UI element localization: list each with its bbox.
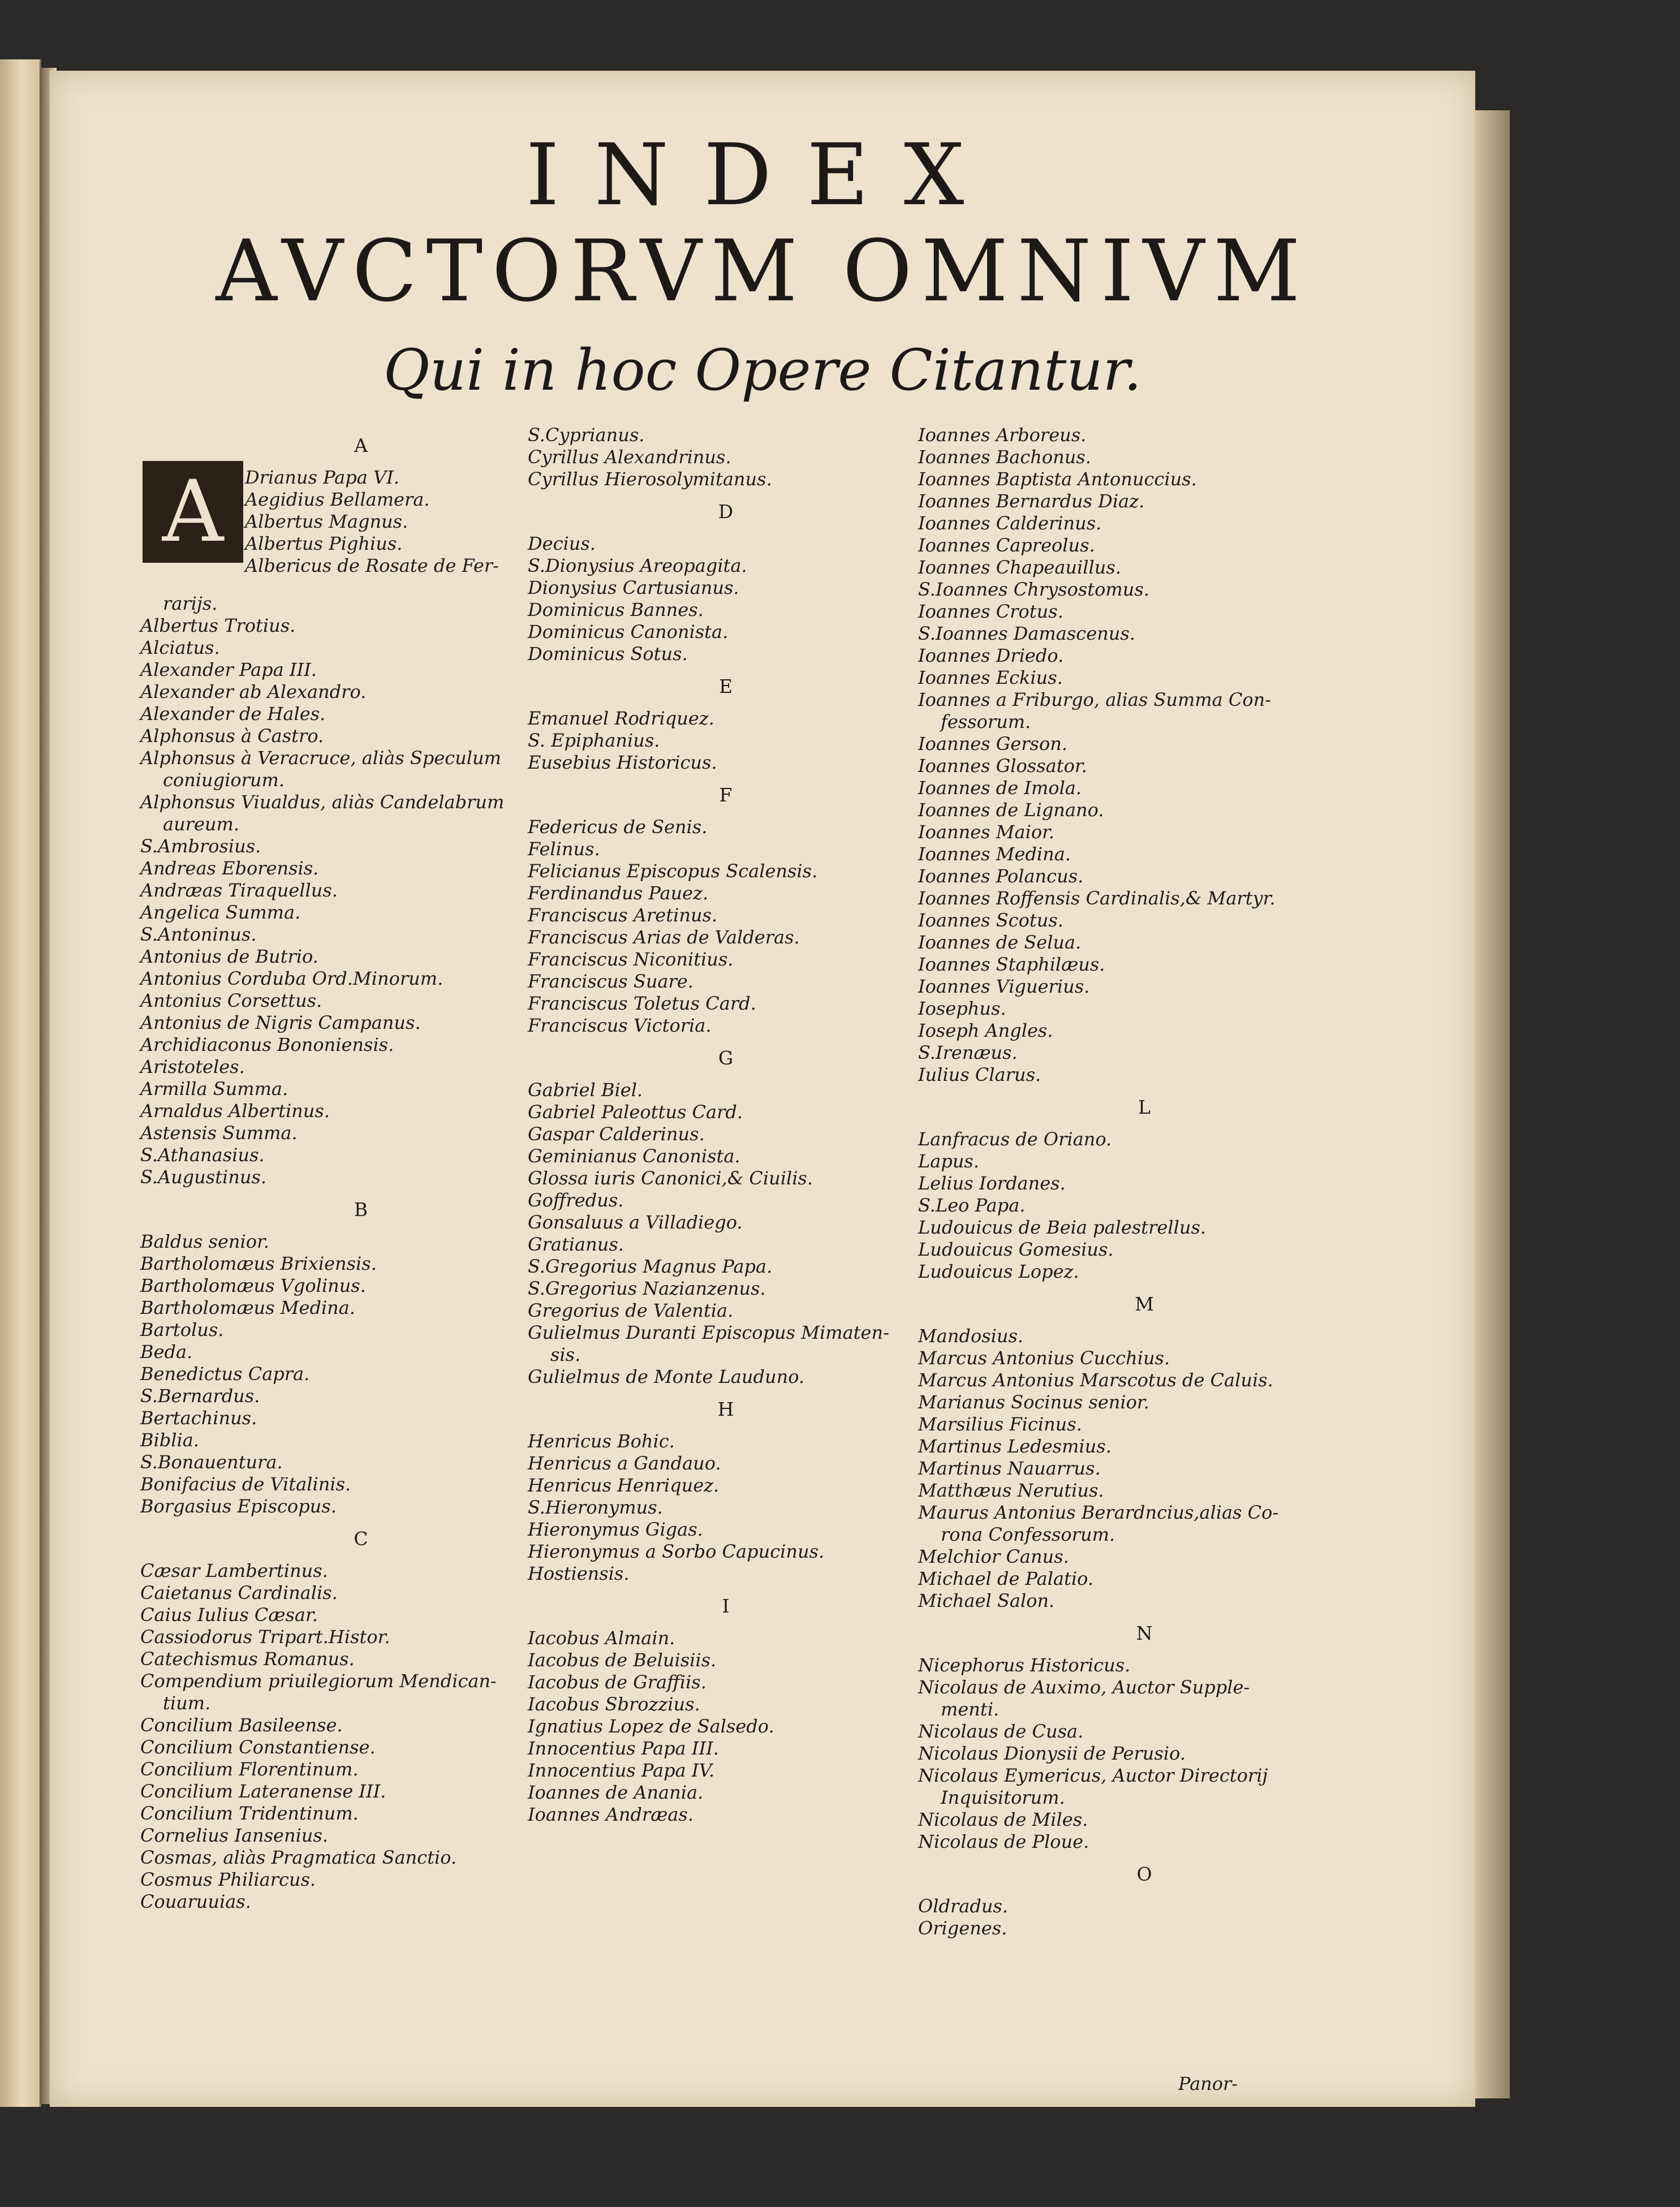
index-entry: Federicus de Senis. <box>528 816 708 838</box>
index-entry: Ioannes de Imola. <box>918 777 1082 799</box>
index-entry: Albertus Pighius. <box>245 533 403 554</box>
index-entry: Iosephus. <box>918 998 1006 1019</box>
index-entry-continuation: rona Confessorum. <box>941 1524 1115 1545</box>
index-entry: Benedictus Capra. <box>140 1363 310 1385</box>
index-entry-continuation: Inquisitorum. <box>941 1787 1065 1808</box>
index-entry: Cyrillus Hierosolymitanus. <box>528 468 772 490</box>
index-entry: Compendium priuilegiorum Mendican- <box>140 1670 497 1692</box>
index-entry: Ioannes de Anania. <box>528 1782 704 1803</box>
index-entry: Bertachinus. <box>140 1407 257 1429</box>
index-entry: Dominicus Canonista. <box>528 621 729 643</box>
index-column-1 <box>140 424 581 1913</box>
index-entry: Hieronymus Gigas. <box>528 1519 703 1540</box>
index-entry: Origenes. <box>918 1917 1007 1939</box>
index-entry: Felicianus Episcopus Scalensis. <box>528 860 818 882</box>
index-entry: Marcus Antonius Cucchius. <box>918 1347 1170 1369</box>
index-entry: S.Ambrosius. <box>140 835 261 857</box>
index-entry: S.Bernardus. <box>140 1385 260 1407</box>
index-entry: Decius. <box>528 533 596 554</box>
index-entry: Antonius de Nigris Campanus. <box>140 1012 421 1033</box>
index-entry: Nicolaus de Auximo, Auctor Supple- <box>918 1676 1250 1698</box>
index-entry: Ioannes de Selua. <box>918 932 1082 953</box>
index-entry: Alexander de Hales. <box>140 703 326 725</box>
section-letter: E <box>718 675 733 697</box>
index-entry: Franciscus Niconitius. <box>528 949 734 970</box>
index-entry: Ioannes Chapeauillus. <box>918 557 1121 578</box>
index-entry: Innocentius Papa III. <box>528 1738 719 1759</box>
spacer <box>140 577 581 593</box>
index-entry: Gratianus. <box>528 1234 624 1255</box>
index-entry: Franciscus Victoria. <box>528 1015 712 1036</box>
index-entry: Ioannes Eckius. <box>918 667 1063 688</box>
index-entry-continuation: sis. <box>550 1344 581 1365</box>
index-entry: Astensis Summa. <box>140 1122 298 1144</box>
subtitle: Qui in hoc Opere Citantur. <box>383 337 1142 403</box>
index-entry: S.Antoninus. <box>140 924 257 945</box>
index-entry: Emanuel Rodriquez. <box>528 708 714 729</box>
catchword: Panor- <box>1178 2073 1238 2094</box>
index-entry: S.Ioannes Chrysostomus. <box>918 579 1149 600</box>
index-entry: Iacobus de Graffiis. <box>528 1671 707 1693</box>
section-letter: B <box>354 1199 368 1221</box>
index-entry: S.Bonauentura. <box>140 1451 283 1473</box>
index-entry: Ioannes Maior. <box>918 821 1055 843</box>
index-entry: Gonsaluus a Villadiego. <box>528 1212 743 1233</box>
index-entry: Alphonsus Viualdus, aliàs Candelabrum <box>140 791 505 813</box>
index-entry: Cornelius Iansenius. <box>140 1825 328 1846</box>
index-entry: Bartholomæus Vgolinus. <box>140 1275 366 1296</box>
index-entry: Henricus a Gandauo. <box>528 1452 721 1474</box>
section-letter: O <box>1136 1863 1152 1885</box>
index-entry: Gabriel Paleottus Card. <box>528 1101 743 1123</box>
index-entry: Caietanus Cardinalis. <box>140 1582 338 1603</box>
index-entry: Concilium Constantiense. <box>140 1736 376 1758</box>
index-entry: Ioannes Gerson. <box>918 733 1067 755</box>
index-entry: Antonius Corsettus. <box>140 990 322 1011</box>
index-entry: Maurus Antonius Berardncius,alias Co- <box>918 1502 1279 1523</box>
index-entry: Lapus. <box>918 1150 980 1172</box>
index-entry: Ioannes Calderinus. <box>918 512 1102 534</box>
index-entry: Melchior Canus. <box>918 1546 1069 1567</box>
index-entry: Mandosius. <box>918 1325 1024 1347</box>
index-entry: Caius Iulius Cæsar. <box>140 1604 318 1626</box>
index-entry: Couaruuias. <box>140 1891 251 1912</box>
index-entry: Ioannes Medina. <box>918 843 1071 865</box>
index-entry: Alexander Papa III. <box>140 659 317 680</box>
index-entry: Hieronymus a Sorbo Capucinus. <box>528 1541 825 1562</box>
section-letter: L <box>1138 1096 1151 1118</box>
index-column-2 <box>528 424 924 1826</box>
index-entry: Hostiensis. <box>528 1563 630 1584</box>
index-entry: Ioannes Staphilæus. <box>918 954 1105 975</box>
index-entry: Gaspar Calderinus. <box>528 1123 705 1145</box>
index-entry: S.Irenæus. <box>918 1042 1018 1063</box>
index-entry: Ignatius Lopez de Salsedo. <box>528 1715 774 1737</box>
index-entry: Ioannes Driedo. <box>918 645 1064 666</box>
index-entry: Nicolaus de Ploue. <box>918 1831 1089 1852</box>
index-entry: Franciscus Suare. <box>528 971 693 992</box>
index-entry: Nicolaus de Cusa. <box>918 1721 1084 1742</box>
index-entry: Angelica Summa. <box>140 902 301 923</box>
index-entry: Ioannes Bachonus. <box>918 446 1091 468</box>
index-entry: Franciscus Arias de Valderas. <box>528 926 800 948</box>
index-entry: Dionysius Cartusianus. <box>528 577 739 598</box>
index-entry: Drianus Papa VI. <box>245 467 399 488</box>
index-entry: Bartolus. <box>140 1319 224 1340</box>
index-entry: Alexander ab Alexandro. <box>140 681 367 702</box>
section-letter: G <box>718 1047 734 1069</box>
index-entry: Cassiodorus Tripart.Histor. <box>140 1626 390 1648</box>
index-entry: Bartholomæus Brixiensis. <box>140 1253 377 1274</box>
index-entry: Henricus Henriquez. <box>528 1475 720 1496</box>
index-entry: Andreas Eborensis. <box>140 857 319 879</box>
index-entry: Marianus Socinus senior. <box>918 1391 1149 1413</box>
index-entry: Cyrillus Alexandrinus. <box>528 446 731 468</box>
title-index: INDEX <box>525 126 1000 225</box>
index-entry: Albericus de Rosate de Fer- <box>245 555 499 576</box>
index-entry: Marcus Antonius Marscotus de Caluis. <box>918 1369 1273 1391</box>
index-entry: Borgasius Episcopus. <box>140 1495 337 1517</box>
index-entry: Ioseph Angles. <box>918 1020 1053 1041</box>
index-entry: Nicolaus Dionysii de Perusio. <box>918 1743 1186 1764</box>
section-letter: D <box>718 501 734 523</box>
index-entry: S.Gregorius Nazianzenus. <box>528 1278 766 1299</box>
index-entry: Franciscus Aretinus. <box>528 904 718 926</box>
index-entry: Antonius de Butrio. <box>140 946 318 967</box>
section-letter: M <box>1135 1293 1154 1315</box>
index-entry: Nicephorus Historicus. <box>918 1654 1131 1676</box>
index-entry: Ioannes Polancus. <box>918 865 1084 887</box>
index-entry-continuation: fessorum. <box>941 711 1031 732</box>
index-entry: Innocentius Papa IV. <box>528 1760 715 1781</box>
index-entry: Lelius Iordanes. <box>918 1173 1066 1194</box>
index-entry: Henricus Bohic. <box>528 1430 675 1452</box>
index-entry: S.Gregorius Magnus Papa. <box>528 1256 773 1277</box>
index-entry: Concilium Basileense. <box>140 1714 343 1736</box>
index-entry: Ioannes de Lignano. <box>918 799 1104 821</box>
index-entry: Biblia. <box>140 1429 199 1451</box>
index-entry: Ioannes Bernardus Diaz. <box>918 490 1145 512</box>
index-entry: Ioannes Viguerius. <box>918 976 1090 997</box>
index-entry: Andræas Tiraquellus. <box>140 880 338 901</box>
index-entry: Ioannes a Friburgo, alias Summa Con- <box>918 689 1272 710</box>
index-entry: Ferdinandus Pauez. <box>528 882 709 904</box>
index-entry: Ioannes Scotus. <box>918 909 1063 931</box>
index-entry: Armilla Summa. <box>140 1078 288 1100</box>
index-entry: Beda. <box>140 1341 193 1363</box>
index-entry: Antonius Corduba Ord.Minorum. <box>140 968 443 989</box>
index-entry: Aegidius Bellamera. <box>245 489 430 510</box>
index-entry: Felinus. <box>528 838 600 860</box>
index-entry: Arnaldus Albertinus. <box>140 1100 330 1122</box>
index-entry: Michael de Palatio. <box>918 1568 1093 1589</box>
index-entry: Ioannes Crotus. <box>918 601 1063 622</box>
index-entry: Alphonsus à Castro. <box>140 725 324 747</box>
index-entry: Michael Salon. <box>918 1590 1055 1611</box>
index-entry: Glossa iuris Canonici,& Ciuilis. <box>528 1167 813 1189</box>
index-entry: Marsilius Ficinus. <box>918 1413 1082 1435</box>
index-entry: Gulielmus de Monte Lauduno. <box>528 1366 805 1387</box>
index-entry: Alciatus. <box>140 637 220 658</box>
index-entry: S.Athanasius. <box>140 1144 265 1166</box>
index-entry: Cæsar Lambertinus. <box>140 1560 328 1581</box>
index-entry: Bonifacius de Vitalinis. <box>140 1473 351 1495</box>
section-letter: N <box>1136 1622 1153 1644</box>
index-entry: S.Leo Papa. <box>918 1195 1026 1216</box>
section-letter: C <box>354 1528 368 1550</box>
decorated-initial: A <box>143 461 243 563</box>
index-entry: Cosmus Philiarcus. <box>140 1869 316 1890</box>
index-entry: Catechismus Romanus. <box>140 1648 355 1670</box>
index-entry: Alphonsus à Veracruce, aliàs Speculum <box>140 747 501 769</box>
index-entry: Nicolaus de Miles. <box>918 1809 1088 1830</box>
index-entry: Concilium Tridentinum. <box>140 1803 359 1824</box>
index-entry: Gulielmus Duranti Episcopus Mimaten- <box>528 1322 889 1343</box>
index-entry: Ioannes Andræas. <box>528 1804 693 1825</box>
index-entry: S.Cyprianus. <box>528 424 645 446</box>
index-entry: Iulius Clarus. <box>918 1064 1041 1085</box>
index-entry: Goffredus. <box>528 1189 624 1211</box>
index-entry: Gabriel Biel. <box>528 1079 643 1101</box>
index-entry-continuation: aureum. <box>163 813 240 835</box>
index-entry: Dominicus Sotus. <box>528 643 688 665</box>
section-letter: H <box>717 1398 734 1420</box>
index-entry: Ioannes Baptista Antonuccius. <box>918 468 1197 490</box>
index-entry: Ludouicus Lopez. <box>918 1261 1079 1282</box>
index-entry: Dominicus Bannes. <box>528 599 704 620</box>
section-letter: F <box>719 784 733 806</box>
index-entry: Ludouicus Gomesius. <box>918 1239 1114 1260</box>
index-entry: Ioannes Roffensis Cardinalis,& Martyr. <box>918 887 1276 909</box>
index-entry: Eusebius Historicus. <box>528 752 717 773</box>
index-entry-continuation: tium. <box>163 1692 211 1714</box>
index-entry: Gregorius de Valentia. <box>528 1300 734 1321</box>
index-column-3 <box>918 424 1371 1939</box>
index-page <box>50 71 1475 2107</box>
index-entry: Concilium Florentinum. <box>140 1758 359 1780</box>
index-entry: S.Hieronymus. <box>528 1497 663 1518</box>
index-entry: Martinus Ledesmius. <box>918 1436 1112 1457</box>
index-entry: Bartholomæus Medina. <box>140 1297 356 1318</box>
index-entry: S.Ioannes Damascenus. <box>918 623 1135 644</box>
index-entry: Iacobus de Beluisiis. <box>528 1649 717 1671</box>
index-entry: Iacobus Sbrozzius. <box>528 1693 700 1715</box>
index-entry: Ioannes Capreolus. <box>918 534 1095 556</box>
index-entry: Cosmas, aliàs Pragmatica Sanctio. <box>140 1847 457 1868</box>
title-auctorum-omnium: AVCTORVM OMNIVM <box>216 222 1309 321</box>
page-fore-edge <box>1473 110 1510 2098</box>
index-entry: Ioannes Arboreus. <box>918 424 1087 446</box>
index-entry: Lanfracus de Oriano. <box>918 1128 1112 1150</box>
section-letter: I <box>722 1595 730 1617</box>
index-entry: Albertus Magnus. <box>245 511 408 532</box>
index-entry: Baldus senior. <box>140 1231 269 1252</box>
index-entry: Albertus Trotius. <box>140 615 296 636</box>
index-entry: S.Augustinus. <box>140 1166 267 1188</box>
index-entry: Ludouicus de Beia palestrellus. <box>918 1217 1207 1238</box>
index-entry: Iacobus Almain. <box>528 1627 675 1649</box>
index-entry: Franciscus Toletus Card. <box>528 993 756 1014</box>
index-entry: Matthæus Nerutius. <box>918 1480 1104 1501</box>
index-entry: Ioannes Glossator. <box>918 755 1087 777</box>
index-entry: Oldradus. <box>918 1895 1009 1917</box>
index-entry: Nicolaus Eymericus, Auctor Directorij <box>918 1765 1268 1786</box>
index-entry: S. Epiphanius. <box>528 730 660 751</box>
index-entry-continuation: rarijs. <box>163 593 218 614</box>
index-entry-continuation: menti. <box>941 1699 1000 1720</box>
index-entry: Archidiaconus Bononiensis. <box>140 1034 394 1055</box>
index-entry: Martinus Nauarrus. <box>918 1458 1101 1479</box>
index-entry: S.Dionysius Areopagita. <box>528 555 747 576</box>
index-entry-continuation: coniugiorum. <box>163 769 285 791</box>
index-entry: Geminianus Canonista. <box>528 1145 740 1167</box>
index-entry: Aristoteles. <box>140 1056 245 1077</box>
left-page-edge <box>0 59 41 2107</box>
section-letter: A <box>354 434 368 456</box>
index-entry: Concilium Lateranense III. <box>140 1781 386 1802</box>
